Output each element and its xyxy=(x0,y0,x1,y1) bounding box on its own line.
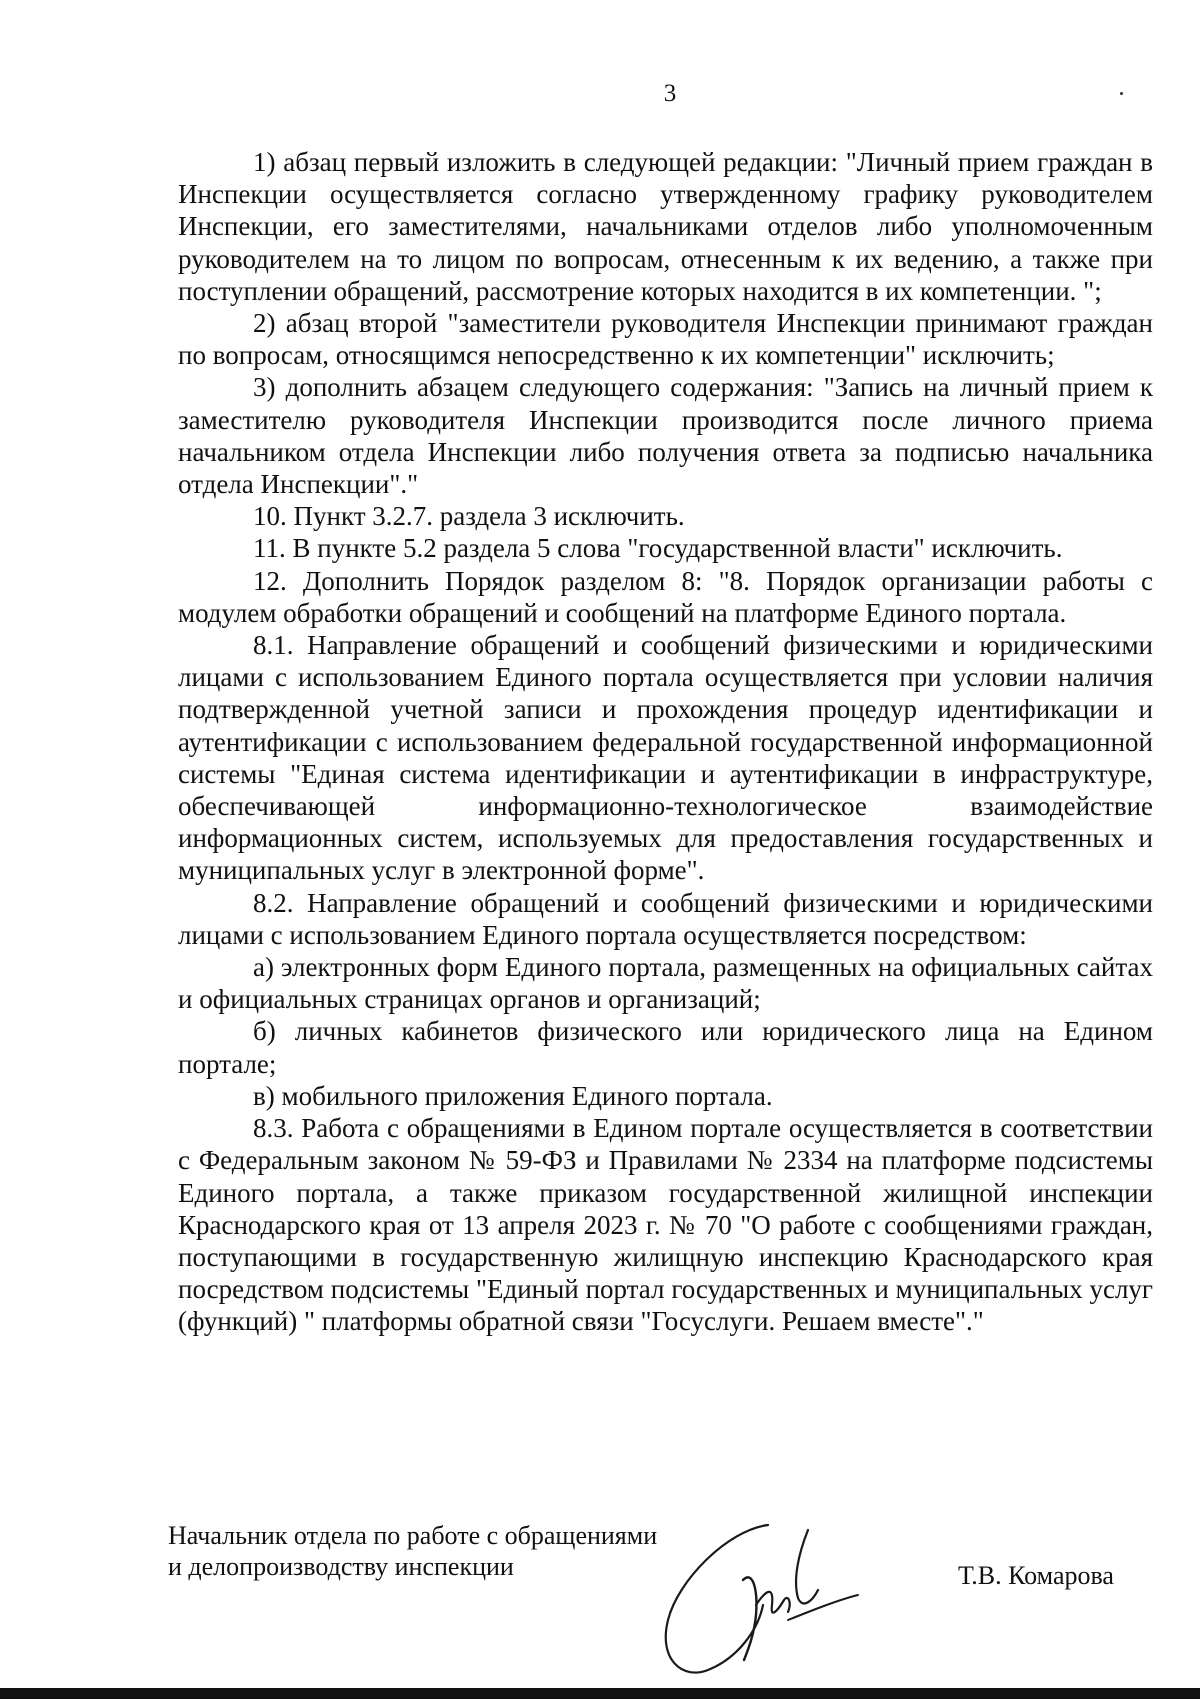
signatory-title-line-1: Начальник отдела по работе с обращениями xyxy=(168,1521,658,1550)
paragraph-section-8-1: 8.1. Направление обращений и сообщений физическими и юридическими лицами с использованием Единого портала осуществляется при условии наличия подтвержденной учетной записи и прохождения процедур идентификации и аутентификации с использованием федеральной государственной информационной системы "Единая система идентификации и аутентификации в инфраструктуре, обеспечивающей информационно-технологическое взаимодействие информационных систем, используемых для предоставления государственных и муниципальных услуг в электронной форме". xyxy=(178,630,1153,886)
signatory-name: Т.В. Комарова xyxy=(958,1561,1114,1590)
paragraph-subitem-a: а) электронных форм Единого портала, размещенных на официальных сайтах и официальных страницах органов и организаций; xyxy=(178,952,1153,1015)
paragraph-item-12: 12. Дополнить Порядок разделом 8: "8. Порядок организации работы с модулем обработки обращений и сообщений на платформе Единого портала. xyxy=(178,565,1153,628)
paragraph-subitem-b: б) личных кабинетов физического или юридического лица на Едином портале; xyxy=(178,1016,1153,1079)
signatory-title-line-2: и делопроизводству инспекции xyxy=(168,1552,514,1581)
signature-block xyxy=(168,1520,1168,1700)
paragraph-section-8-3: 8.3. Работа с обращениями в Едином портале осуществляется в соответствии с Федеральным законом № 59-ФЗ и Правилами № 2334 на платформе подсистемы Единого портала, а также приказом государственной жилищной инспекции Краснодарского края от 13 апреля 2023 г. № 70 "О работе с сообщениями граждан, поступающими в государственную жилищную инспекцию Краснодарского края посредством подсистемы "Единый портал государственных и муниципальных услуг (функций) " платформы обратной связи "Госуслуги. Решаем вместе"." xyxy=(178,1113,1153,1337)
paragraph-item-10: 10. Пункт 3.2.7. раздела 3 исключить. xyxy=(253,501,685,532)
page-number: 3 xyxy=(663,80,677,107)
paragraph-amendment-3: 3) дополнить абзацем следующего содержания: "Запись на личный прием к заместителю руководителя Инспекции производится после личного приема начальником отдела Инспекции либо получения ответа за подписью начальника отдела Инспекции"." xyxy=(178,372,1153,500)
paragraph-amendment-1: 1) абзац первый изложить в следующей редакции: "Личный прием граждан в Инспекции осуществляется согласно утвержденному графику руководителем Инспекции, его заместителями, начальниками отделов либо уполномоченным руководителем на то лицом по вопросам, отнесенным к их ведению, а также при поступлении обращений, рассмотрение которых находится в их компетенции. "; xyxy=(178,147,1153,306)
scan-speck xyxy=(1120,92,1123,95)
paragraph-section-8-2: 8.2. Направление обращений и сообщений физическими и юридическими лицами с использованием Единого портала осуществляется посредством: xyxy=(178,887,1153,950)
scan-edge-bar xyxy=(0,1688,1200,1699)
document-body xyxy=(178,146,1153,1338)
handwritten-signature xyxy=(648,1510,888,1685)
paragraph-amendment-2: 2) абзац второй "заместители руководителя Инспекции принимают граждан по вопросам, относящимся непосредственно к их компетенции" исключить; xyxy=(178,308,1153,371)
paragraph-item-11: 11. В пункте 5.2 раздела 5 слова "государственной власти" исключить. xyxy=(253,533,1063,564)
paragraph-subitem-v: в) мобильного приложения Единого портала. xyxy=(253,1080,773,1111)
signatory-title xyxy=(168,1520,728,1582)
